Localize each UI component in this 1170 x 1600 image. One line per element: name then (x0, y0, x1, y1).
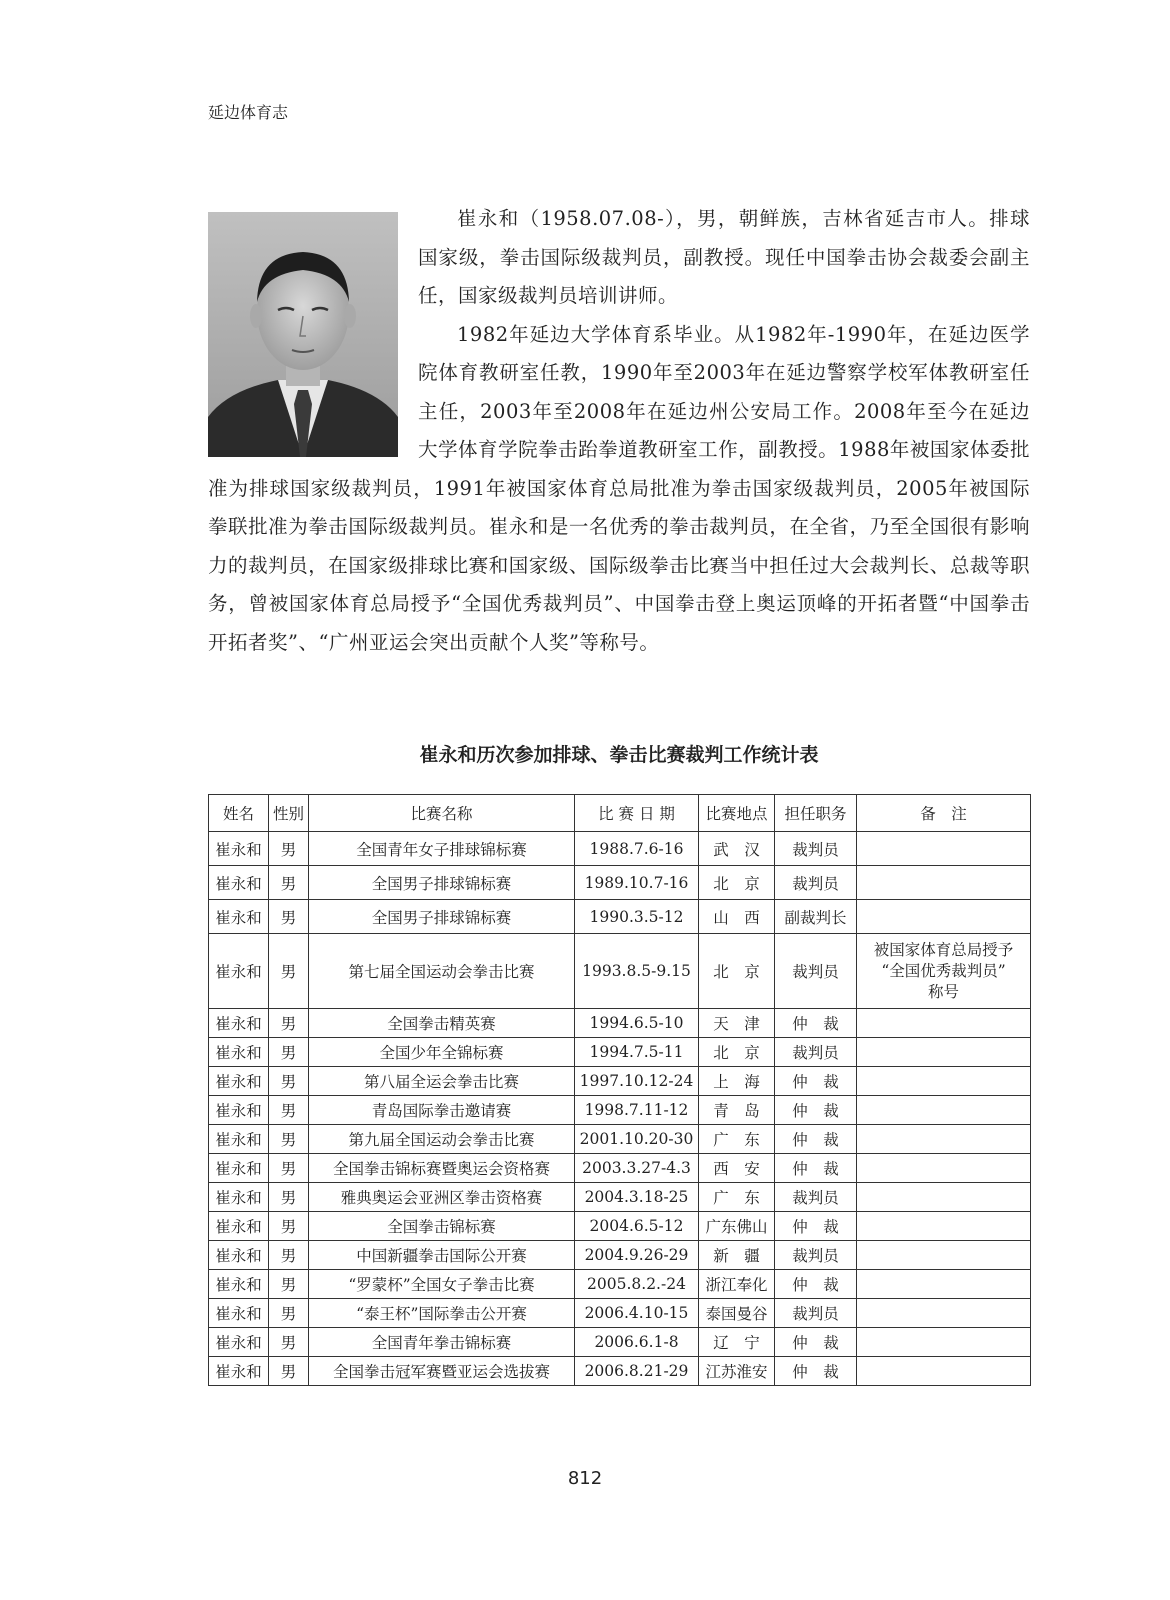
cell-name: 崔永和 (209, 900, 269, 934)
cell-name: 崔永和 (209, 1328, 269, 1357)
cell-role: 裁判员 (775, 934, 857, 1009)
cell-role: 仲 裁 (775, 1067, 857, 1096)
cell-date: 2004.9.26-29 (575, 1241, 699, 1270)
cell-note (857, 1038, 1031, 1067)
cell-note (857, 832, 1031, 866)
header-gender: 性别 (269, 795, 309, 832)
cell-event: “罗蒙杯”全国女子拳击比赛 (309, 1270, 575, 1299)
table-row (209, 1270, 1031, 1299)
cell-gender: 男 (269, 1299, 309, 1328)
cell-date: 1990.3.5-12 (575, 900, 699, 934)
cell-date: 1988.7.6-16 (575, 832, 699, 866)
table-row (209, 866, 1031, 900)
cell-event: 全国青年女子排球锦标赛 (309, 832, 575, 866)
cell-place: 北 京 (699, 934, 775, 1009)
cell-gender: 男 (269, 1009, 309, 1038)
bio-paragraph-2: 1982年延边大学体育系毕业。从1982年-1990年，在延边医学院体育教研室任教，1990年至2003年在延边警察学校军体教研室任主任，2003年至2008年在延边州公安局工作。2008年至今在延边大学体育学院拳击跆拳道教研室工作，副教授。1988年被国家体委批准为排球国家级裁判员，1991年被国家体育总局批准为拳击国家级裁判员，2005年被国际拳联批准为拳击国际级裁判员。崔永和是一名优秀的拳击裁判员，在全省，乃至全国很有影响力的裁判员，在国家级排球比赛和国家级、国际级拳击比赛当中担任过大会裁判长、总裁等职务，曾被国家体育总局授予“全国优秀裁判员”、中国拳击登上奥运顶峰的开拓者暨“中国拳击开拓者奖”、“广州亚运会突出贡献个人奖”等称号。 (208, 322, 1030, 654)
cell-event: 第八届全运会拳击比赛 (309, 1067, 575, 1096)
header-date: 比 赛 日 期 (575, 795, 699, 832)
cell-event: 全国拳击冠军赛暨亚运会选拔赛 (309, 1357, 575, 1386)
cell-note (857, 934, 1031, 1009)
cell-role: 仲 裁 (775, 1154, 857, 1183)
page-number: 812 (567, 1468, 603, 1489)
cell-role: 仲 裁 (775, 1125, 857, 1154)
cell-event: “泰王杯”国际拳击公开赛 (309, 1299, 575, 1328)
cell-date: 2006.6.1-8 (575, 1328, 699, 1357)
cell-event: 雅典奥运会亚洲区拳击资格赛 (309, 1183, 575, 1212)
note-line: “全国优秀裁判员” (881, 961, 1006, 980)
cell-event: 全国青年拳击锦标赛 (309, 1328, 575, 1357)
cell-role: 副裁判长 (775, 900, 857, 934)
cell-event: 青岛国际拳击邀请赛 (309, 1096, 575, 1125)
cell-name: 崔永和 (209, 1038, 269, 1067)
cell-date: 1994.6.5-10 (575, 1009, 699, 1038)
cell-gender: 男 (269, 1096, 309, 1125)
note-line: 被国家体育总局授予 (873, 940, 1014, 959)
cell-place: 广 东 (699, 1125, 775, 1154)
cell-date: 2004.6.5-12 (575, 1212, 699, 1241)
cell-place: 泰国曼谷 (699, 1299, 775, 1328)
cell-note (857, 1154, 1031, 1183)
cell-date: 1997.10.12-24 (575, 1067, 699, 1096)
cell-gender: 男 (269, 1328, 309, 1357)
table-row (209, 934, 1031, 1009)
table-row (209, 1241, 1031, 1270)
cell-place: 西 安 (699, 1154, 775, 1183)
cell-role: 仲 裁 (775, 1009, 857, 1038)
cell-place: 青 岛 (699, 1096, 775, 1125)
cell-gender: 男 (269, 1241, 309, 1270)
cell-role: 裁判员 (775, 866, 857, 900)
cell-date: 2005.8.2.-24 (575, 1270, 699, 1299)
cell-name: 崔永和 (209, 832, 269, 866)
cell-place: 北 京 (699, 866, 775, 900)
table-row (209, 1096, 1031, 1125)
table-row (209, 1067, 1031, 1096)
table-row (209, 1357, 1031, 1386)
cell-gender: 男 (269, 1183, 309, 1212)
cell-role: 裁判员 (775, 1299, 857, 1328)
running-header: 延边体育志 (208, 103, 289, 122)
cell-role: 仲 裁 (775, 1357, 857, 1386)
table-row (209, 1328, 1031, 1357)
cell-date: 1998.7.11-12 (575, 1096, 699, 1125)
cell-gender: 男 (269, 900, 309, 934)
table-row (209, 900, 1031, 934)
cell-date: 2006.8.21-29 (575, 1357, 699, 1386)
cell-place: 辽 宁 (699, 1328, 775, 1357)
cell-place: 新 疆 (699, 1241, 775, 1270)
cell-note (857, 1125, 1031, 1154)
bio-paragraph-1: 崔永和（1958.07.08-），男，朝鲜族，吉林省延吉市人。排球国家级，拳击国际级裁判员，副教授。现任中国拳击协会裁委会副主任，国家级裁判员培训讲师。 (418, 207, 1030, 307)
cell-date: 2006.4.10-15 (575, 1299, 699, 1328)
cell-place: 武 汉 (699, 832, 775, 866)
note-line: 称号 (927, 982, 959, 1001)
cell-date: 1989.10.7-16 (575, 866, 699, 900)
header-event: 比赛名称 (309, 795, 575, 832)
cell-role: 裁判员 (775, 1241, 857, 1270)
cell-date: 2003.3.27-4.3 (575, 1154, 699, 1183)
cell-date: 2001.10.20-30 (575, 1125, 699, 1154)
cell-name: 崔永和 (209, 1212, 269, 1241)
cell-role: 裁判员 (775, 832, 857, 866)
cell-role: 仲 裁 (775, 1096, 857, 1125)
cell-event: 全国少年全锦标赛 (309, 1038, 575, 1067)
cell-date: 2004.3.18-25 (575, 1183, 699, 1212)
table-row (209, 1125, 1031, 1154)
cell-event: 第七届全国运动会拳击比赛 (309, 934, 575, 1009)
cell-event: 全国拳击锦标赛暨奥运会资格赛 (309, 1154, 575, 1183)
cell-name: 崔永和 (209, 1299, 269, 1328)
cell-place: 江苏淮安 (699, 1357, 775, 1386)
table-row (209, 832, 1031, 866)
table-row (209, 1299, 1031, 1328)
cell-role: 仲 裁 (775, 1212, 857, 1241)
cell-gender: 男 (269, 866, 309, 900)
table-row (209, 1009, 1031, 1038)
cell-gender: 男 (269, 1154, 309, 1183)
portrait-image (208, 212, 398, 457)
cell-name: 崔永和 (209, 866, 269, 900)
cell-note (857, 1357, 1031, 1386)
cell-place: 浙江奉化 (699, 1270, 775, 1299)
cell-date: 1994.7.5-11 (575, 1038, 699, 1067)
cell-name: 崔永和 (209, 1009, 269, 1038)
cell-note (857, 1241, 1031, 1270)
table-title: 崔永和历次参加排球、拳击比赛裁判工作统计表 (419, 744, 819, 766)
table-row (209, 1183, 1031, 1212)
cell-name: 崔永和 (209, 1096, 269, 1125)
cell-place: 广东佛山 (699, 1212, 775, 1241)
table-row (209, 1038, 1031, 1067)
cell-note (857, 1270, 1031, 1299)
cell-note (857, 1328, 1031, 1357)
cell-note (857, 900, 1031, 934)
cell-event: 全国男子排球锦标赛 (309, 900, 575, 934)
table-row (209, 1212, 1031, 1241)
cell-note (857, 1067, 1031, 1096)
cell-gender: 男 (269, 1357, 309, 1386)
cell-date: 1993.8.5-9.15 (575, 934, 699, 1009)
cell-note (857, 1183, 1031, 1212)
cell-name: 崔永和 (209, 1154, 269, 1183)
cell-note (857, 1096, 1031, 1125)
cell-place: 上 海 (699, 1067, 775, 1096)
cell-gender: 男 (269, 832, 309, 866)
cell-role: 仲 裁 (775, 1270, 857, 1299)
header-name: 姓名 (209, 795, 269, 832)
cell-gender: 男 (269, 1038, 309, 1067)
table-row (209, 1154, 1031, 1183)
cell-note (857, 866, 1031, 900)
header-role: 担任职务 (775, 795, 857, 832)
cell-event: 全国拳击精英赛 (309, 1009, 575, 1038)
cell-event: 第九届全国运动会拳击比赛 (309, 1125, 575, 1154)
cell-name: 崔永和 (209, 934, 269, 1009)
cell-gender: 男 (269, 934, 309, 1009)
cell-role: 裁判员 (775, 1038, 857, 1067)
cell-gender: 男 (269, 1212, 309, 1241)
biography-section (208, 200, 1030, 662)
cell-place: 北 京 (699, 1038, 775, 1067)
cell-place: 山 西 (699, 900, 775, 934)
cell-note (857, 1212, 1031, 1241)
cell-name: 崔永和 (209, 1067, 269, 1096)
referee-stats-table (208, 794, 1031, 1386)
cell-gender: 男 (269, 1067, 309, 1096)
cell-note (857, 1299, 1031, 1328)
cell-gender: 男 (269, 1125, 309, 1154)
cell-name: 崔永和 (209, 1241, 269, 1270)
cell-name: 崔永和 (209, 1357, 269, 1386)
cell-event: 全国男子排球锦标赛 (309, 866, 575, 900)
cell-role: 仲 裁 (775, 1328, 857, 1357)
header-note: 备 注 (857, 795, 1031, 832)
cell-event: 全国拳击锦标赛 (309, 1212, 575, 1241)
cell-place: 天 津 (699, 1009, 775, 1038)
cell-role: 裁判员 (775, 1183, 857, 1212)
cell-name: 崔永和 (209, 1125, 269, 1154)
cell-name: 崔永和 (209, 1270, 269, 1299)
portrait-photo (208, 212, 398, 457)
cell-name: 崔永和 (209, 1183, 269, 1212)
cell-gender: 男 (269, 1270, 309, 1299)
cell-event: 中国新疆拳击国际公开赛 (309, 1241, 575, 1270)
cell-note (857, 1009, 1031, 1038)
cell-place: 广 东 (699, 1183, 775, 1212)
header-place: 比赛地点 (699, 795, 775, 832)
table-header-row (209, 795, 1031, 832)
